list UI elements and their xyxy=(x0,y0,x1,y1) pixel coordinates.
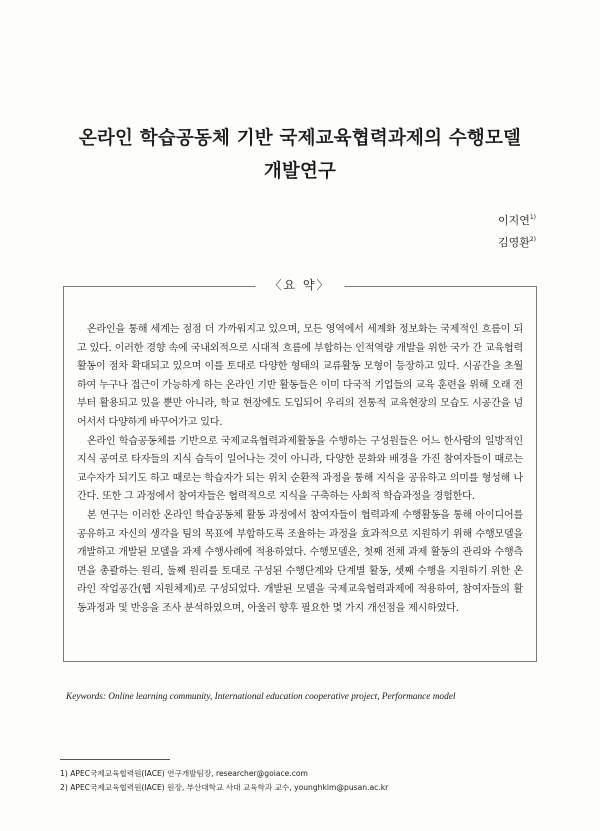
paper-title xyxy=(40,122,560,188)
author-name: 이지연 xyxy=(497,214,530,227)
abstract-paragraph-2: 온라인 학습공동체를 기반으로 국제교육협력과제활동을 수행하는 구성원들은 어느 한사람의 일방적인 지식 공여로 타자들의 지식 습득이 일어나는 것이 아니라, 다양한 문화와 배경을 가진 참여자들이 때로는 교수자가 되기도 하고 때로는 학습자가 되는 위치 순환적 과정을 통해 지식을 공유하고 의미를 형성해 나간다. 또한 그 과정에서 참여자들은 협력적으로 지식을 구축하는 사회적 학습과정을 경험한다. xyxy=(77,435,523,503)
author-footnote-mark: 2) xyxy=(529,236,536,243)
author-name: 김영환 xyxy=(497,236,530,249)
keywords: Keywords: Online learning community, International education cooperative project, Performance model xyxy=(66,692,456,702)
title-line-2: 개발연구 xyxy=(263,161,337,182)
abstract-body xyxy=(77,321,523,619)
footnote-2: 2) APEC국제교육협력원(IACE) 원장, 부산대학교 사대 교육학과 교수, younghkim@pusan.ac.kr xyxy=(60,783,389,792)
footnote-1: 1) APEC국제교육협력원(IACE) 연구개발팀장, researcher@goiace.com xyxy=(60,769,308,778)
abstract-paragraph-3: 본 연구는 이러한 온라인 학습공동체 활동 과정에서 참여자들이 협력과제 수행활동을 통해 아이디어를 공유하고 자신의 생각을 팀의 목표에 부합하도록 조율하는 과정을 효과적으로 지원하기 위해 수행모델을 개발하고 개발된 모델을 과제 수행사례에 적용하였다. 수행모델은, 첫째 전체 과제 활동의 관리와 수행측면을 총괄하는 원리, 둘째 원리를 토대로 구성된 수행단계와 단계별 활동, 셋째 수행을 지원하기 위한 온라인 작업공간(웹 지원체제)로 구성되었다. 개발된 모델을 국제교육협력과제에 적용하여, 참여자들의 활동과정과 및 반응을 조사 분석하였으며, 아울러 향후 필요한 몇 가지 개선점을 제시하였다. xyxy=(77,509,523,614)
title-line-1: 온라인 학습공동체 기반 국제교육협력과제의 수행모델 xyxy=(78,128,522,149)
abstract-label: 〈요 약〉 xyxy=(256,276,345,293)
abstract-paragraph-1: 온라인을 통해 세계는 점점 더 가까워지고 있으며, 모든 영역에서 세계화 정보화는 국제적인 흐름이 되고 있다. 이러한 경향 속에 국내외적으로 시대적 흐름에 부합하는 인적역량 개발을 위한 국가 간 교육협력활동이 점차 확대되고 있으며 이를 토대로 다양한 형태의 교류활동 모형이 등장하고 있다. 시공간을 초월하여 누구나 접근이 가능하게 하는 온라인 기반 활동들은 이미 다국적 기업들의 교육 훈련을 위해 오래 전부터 활용되고 있을 뿐만 아니라, 학교 현장에도 도입되어 우리의 전통적 교육현장의 모습도 시공간을 넘어서서 다양하게 바꾸어가고 있다. xyxy=(77,324,523,428)
footnote-divider xyxy=(60,759,170,760)
author-1 xyxy=(498,212,536,228)
author-2 xyxy=(498,234,536,250)
author-footnote-mark: 1) xyxy=(529,214,536,221)
